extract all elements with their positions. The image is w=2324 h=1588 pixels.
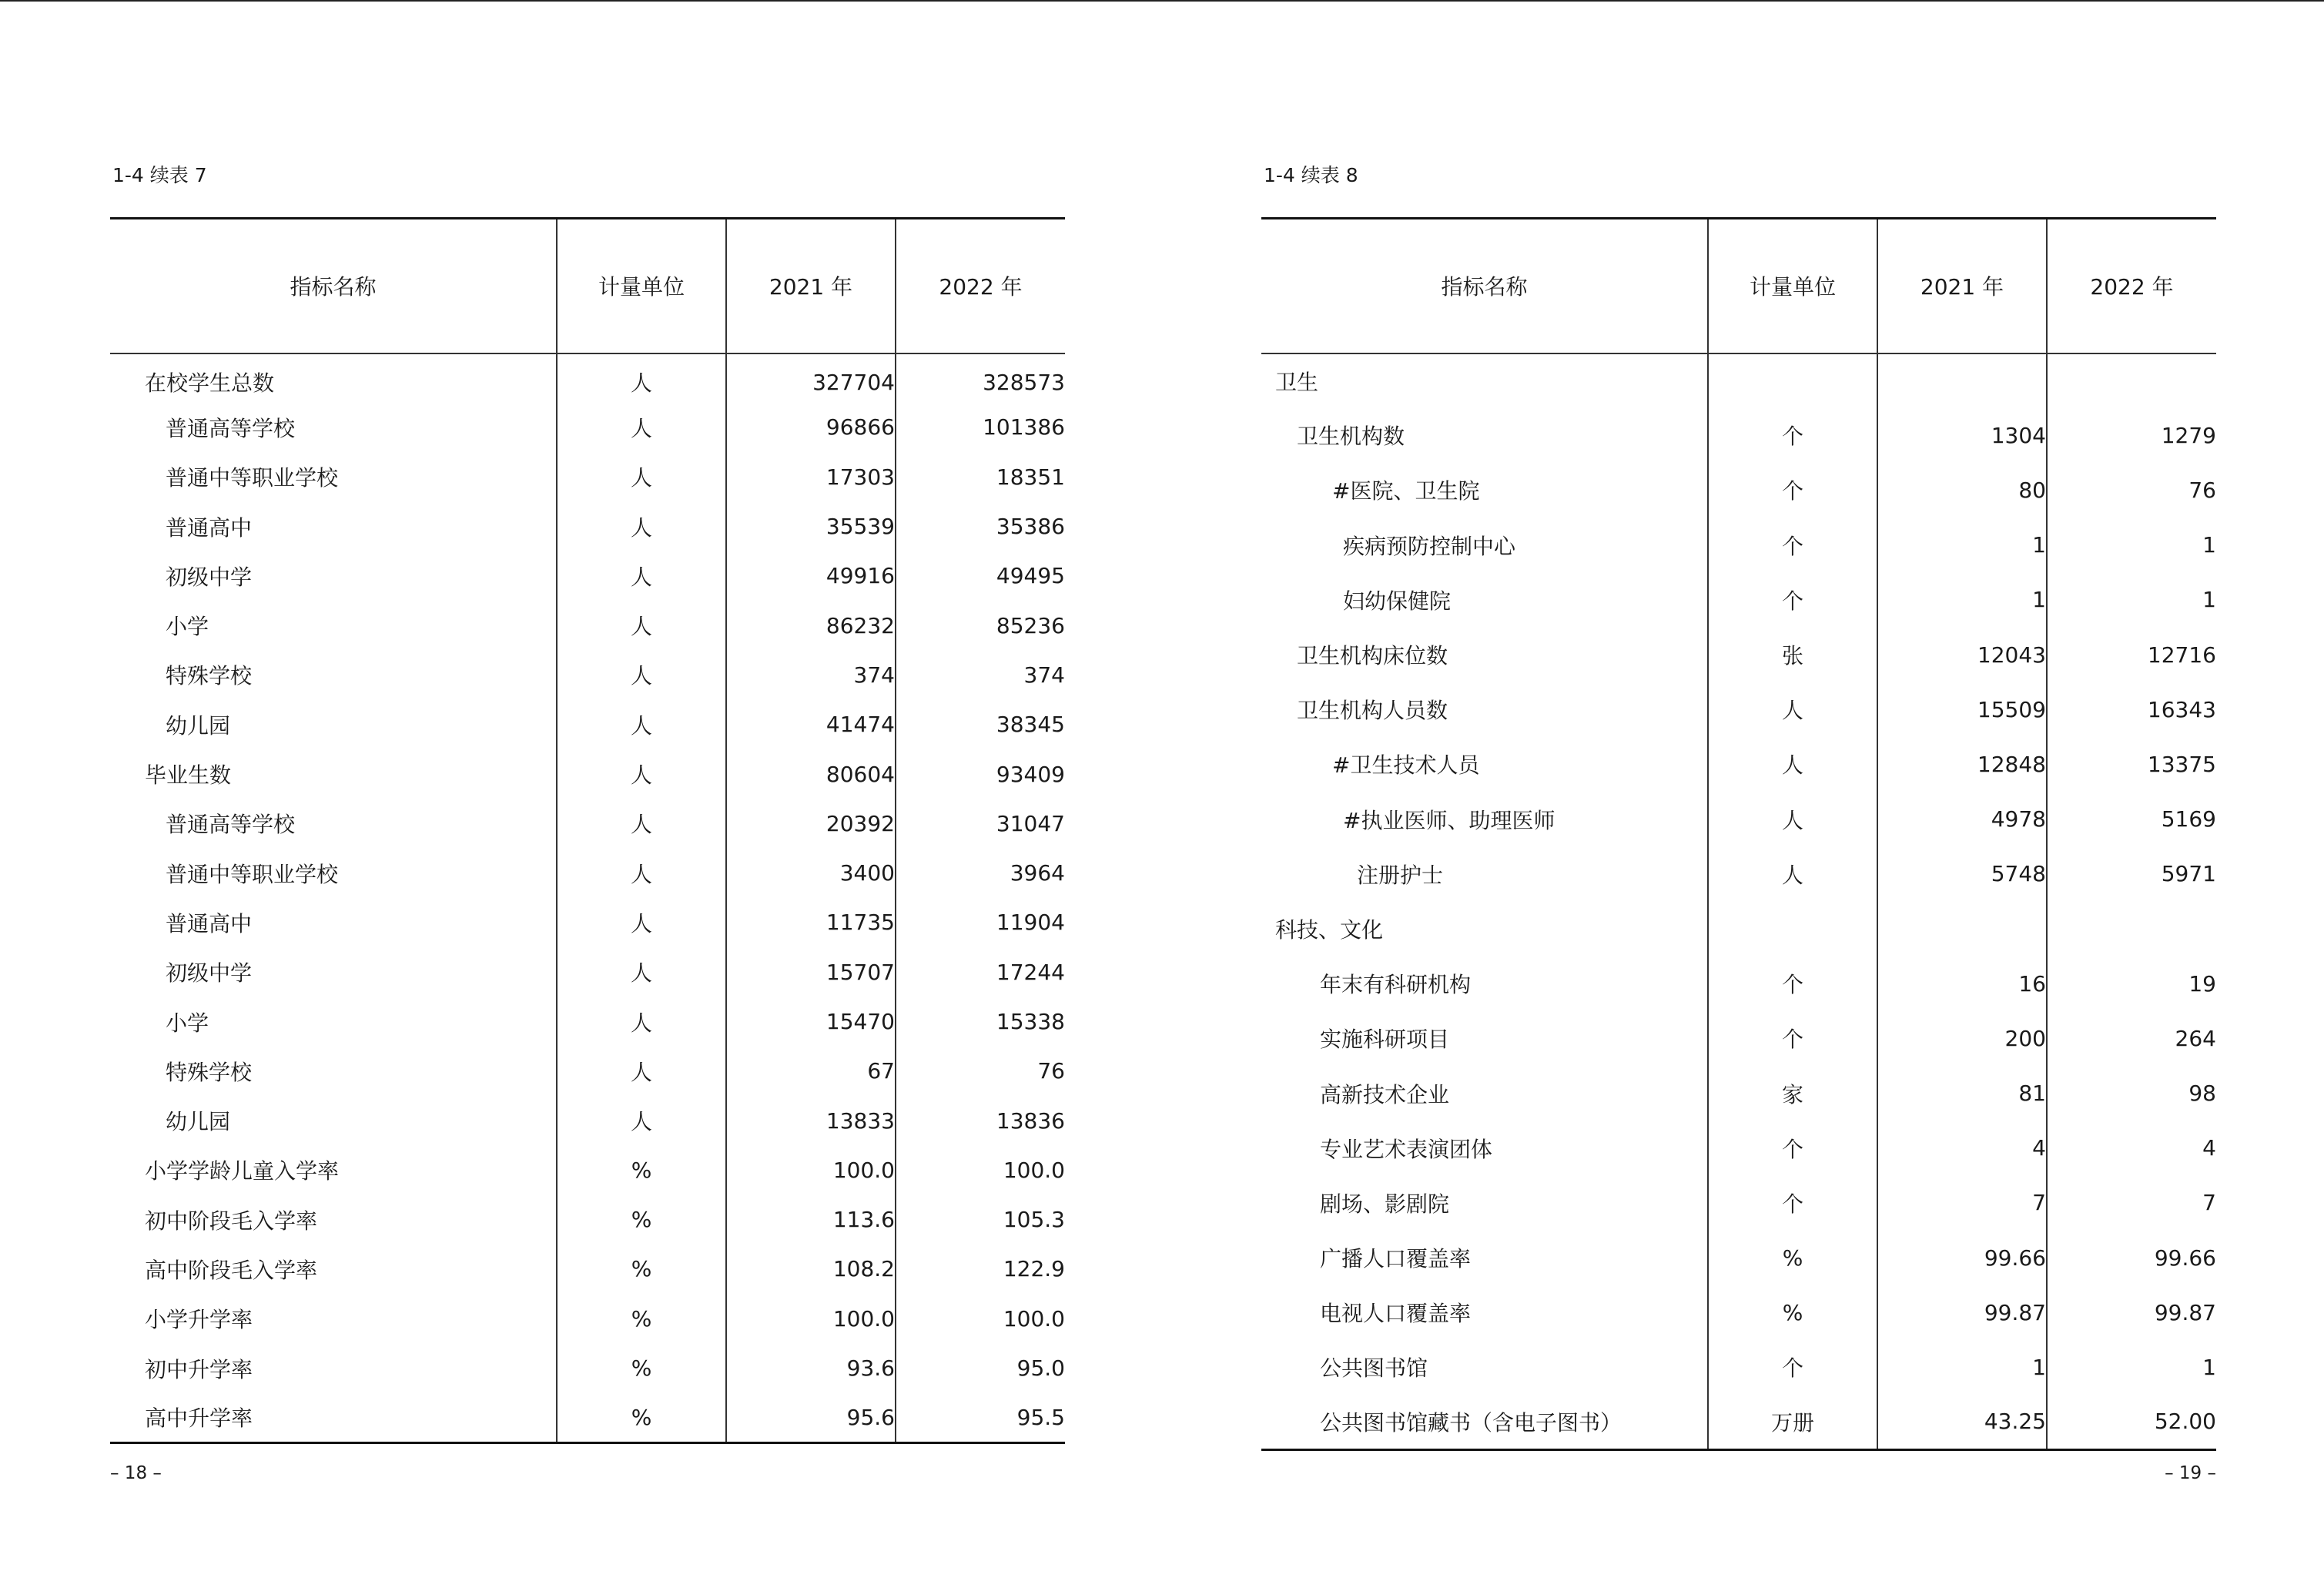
row-indicator-name: 卫生 — [1275, 369, 1319, 395]
table-row — [1261, 1011, 2216, 1066]
table-row — [110, 1145, 1065, 1194]
row-unit: 人 — [1708, 846, 1877, 901]
row-unit: 个 — [1708, 1175, 1877, 1230]
table-row — [1261, 408, 2216, 463]
row-value-2022: 95.5 — [896, 1393, 1065, 1442]
row-indicator-name: #执业医师、助理医师 — [1343, 807, 1555, 833]
row-value-2022: 12716 — [2047, 627, 2216, 682]
row-indicator-name: 科技、文化 — [1275, 916, 1384, 943]
header-year-2022: 2022 年 — [2047, 219, 2216, 353]
data-table — [1261, 217, 2216, 1451]
row-indicator-name: 注册护士 — [1357, 862, 1444, 888]
row-indicator-name: 普通高等学校 — [166, 812, 296, 838]
table-row — [1261, 627, 2216, 682]
table-row — [110, 898, 1065, 947]
row-unit: 人 — [1708, 792, 1877, 846]
row-value-2022: 17244 — [896, 947, 1065, 997]
row-value-2022: 1 — [2047, 518, 2216, 572]
table-row — [1261, 792, 2216, 846]
row-value-2022: 3964 — [896, 848, 1065, 897]
row-indicator-name: 特殊学校 — [166, 663, 253, 689]
table-caption: 1-4 续表 8 — [1264, 164, 1358, 186]
row-value-2021: 374 — [726, 650, 896, 699]
row-value-2022: 122.9 — [896, 1245, 1065, 1294]
row-unit — [1708, 901, 1877, 956]
table-row — [110, 799, 1065, 848]
row-value-2022: 31047 — [896, 799, 1065, 848]
row-value-2021: 7 — [1877, 1175, 2047, 1230]
row-indicator-name: 实施科研项目 — [1320, 1027, 1450, 1053]
row-value-2022: 100.0 — [896, 1294, 1065, 1343]
row-value-2021: 15509 — [1877, 682, 2047, 737]
table-row — [110, 1294, 1065, 1343]
row-unit: 家 — [1708, 1066, 1877, 1121]
row-value-2022: 99.87 — [2047, 1285, 2216, 1340]
row-value-2022: 95.0 — [896, 1343, 1065, 1392]
row-indicator-name: 小学升学率 — [145, 1307, 253, 1333]
row-value-2022: 5169 — [2047, 792, 2216, 846]
row-unit: 人 — [557, 551, 726, 601]
row-unit: 人 — [557, 848, 726, 897]
row-value-2022: 1279 — [2047, 408, 2216, 463]
left-page — [110, 0, 1065, 1588]
row-value-2021: 5748 — [1877, 846, 2047, 901]
row-indicator-name: 疾病预防控制中心 — [1343, 533, 1516, 559]
row-value-2021: 49916 — [726, 551, 896, 601]
row-value-2021: 327704 — [726, 353, 896, 403]
table-row — [110, 700, 1065, 749]
row-unit: % — [1708, 1285, 1877, 1340]
data-table — [110, 217, 1065, 1444]
row-unit: 人 — [1708, 737, 1877, 792]
row-unit: 人 — [557, 501, 726, 551]
row-indicator-name: #医院、卫生院 — [1332, 478, 1480, 504]
row-indicator-name: 卫生机构人员数 — [1297, 698, 1448, 724]
table-row — [110, 997, 1065, 1046]
row-value-2021: 93.6 — [726, 1343, 896, 1392]
row-value-2022: 13836 — [896, 1096, 1065, 1145]
table-row — [1261, 353, 2216, 408]
row-value-2021: 3400 — [726, 848, 896, 897]
table-row — [1261, 518, 2216, 572]
row-indicator-name: 普通中等职业学校 — [166, 465, 339, 491]
row-indicator-name: 在校学生总数 — [145, 370, 275, 397]
table-row — [1261, 682, 2216, 737]
header-row — [110, 219, 1065, 353]
row-indicator-name: #卫生技术人员 — [1332, 752, 1480, 779]
row-indicator-name: 广播人口覆盖率 — [1320, 1246, 1472, 1272]
header-year-2022: 2022 年 — [896, 219, 1065, 353]
row-value-2021: 81 — [1877, 1066, 2047, 1121]
row-unit: 人 — [557, 749, 726, 799]
row-value-2021: 200 — [1877, 1011, 2047, 1066]
row-indicator-name: 电视人口覆盖率 — [1320, 1301, 1472, 1327]
row-value-2022: 101386 — [896, 403, 1065, 452]
table-row — [1261, 846, 2216, 901]
row-value-2021: 4 — [1877, 1121, 2047, 1175]
row-value-2022: 5971 — [2047, 846, 2216, 901]
row-indicator-name: 幼儿园 — [166, 712, 231, 739]
row-unit: 个 — [1708, 463, 1877, 518]
table-row — [1261, 1066, 2216, 1121]
row-unit: 个 — [1708, 1340, 1877, 1395]
header-unit: 计量单位 — [557, 219, 726, 353]
row-value-2021: 1 — [1877, 572, 2047, 627]
row-value-2021: 67 — [726, 1047, 896, 1096]
table-row — [110, 1393, 1065, 1442]
row-value-2021: 80 — [1877, 463, 2047, 518]
row-unit: 人 — [557, 947, 726, 997]
row-unit: % — [557, 1294, 726, 1343]
row-indicator-name: 剧场、影剧院 — [1320, 1191, 1450, 1217]
row-indicator-name: 普通中等职业学校 — [166, 861, 339, 887]
row-unit: 人 — [557, 997, 726, 1046]
table-row — [110, 353, 1065, 403]
row-value-2021: 4978 — [1877, 792, 2047, 846]
row-indicator-name: 高中阶段毛入学率 — [145, 1257, 318, 1283]
header-indicator-name: 指标名称 — [110, 219, 557, 353]
row-value-2021 — [1877, 901, 2047, 956]
page-number: – 18 – — [110, 1463, 162, 1483]
table-row — [110, 452, 1065, 501]
row-value-2021: 12043 — [1877, 627, 2047, 682]
row-value-2021: 43.25 — [1877, 1395, 2047, 1449]
row-value-2022: 1 — [2047, 1340, 2216, 1395]
row-unit: 张 — [1708, 627, 1877, 682]
table-row — [110, 947, 1065, 997]
row-value-2022: 85236 — [896, 601, 1065, 650]
row-value-2021: 1 — [1877, 1340, 2047, 1395]
row-value-2022: 100.0 — [896, 1145, 1065, 1194]
row-unit: 万册 — [1708, 1395, 1877, 1449]
page-number: – 19 – — [2165, 1463, 2216, 1483]
right-page — [1261, 0, 2216, 1588]
table-row — [110, 650, 1065, 699]
row-indicator-name: 公共图书馆藏书（含电子图书） — [1320, 1409, 1622, 1436]
row-unit: 人 — [557, 1047, 726, 1096]
row-unit: 人 — [557, 452, 726, 501]
row-value-2022: 98 — [2047, 1066, 2216, 1121]
row-unit: % — [557, 1245, 726, 1294]
table-row — [110, 1343, 1065, 1392]
row-value-2021: 1304 — [1877, 408, 2047, 463]
row-value-2021: 100.0 — [726, 1294, 896, 1343]
row-value-2022: 19 — [2047, 956, 2216, 1011]
row-indicator-name: 专业艺术表演团体 — [1320, 1136, 1493, 1162]
row-unit: 人 — [557, 650, 726, 699]
row-indicator-name: 初级中学 — [166, 564, 253, 590]
header-year-2021: 2021 年 — [1877, 219, 2047, 353]
table-row — [1261, 737, 2216, 792]
row-unit: 个 — [1708, 1121, 1877, 1175]
table-row — [1261, 1121, 2216, 1175]
row-value-2021: 99.87 — [1877, 1285, 2047, 1340]
table-row — [110, 601, 1065, 650]
row-value-2022: 13375 — [2047, 737, 2216, 792]
row-indicator-name: 初中阶段毛入学率 — [145, 1208, 318, 1234]
row-unit: 个 — [1708, 518, 1877, 572]
row-value-2021: 95.6 — [726, 1393, 896, 1442]
row-value-2022: 264 — [2047, 1011, 2216, 1066]
table-row — [1261, 572, 2216, 627]
row-value-2022: 93409 — [896, 749, 1065, 799]
table-row — [110, 1047, 1065, 1096]
row-value-2022: 18351 — [896, 452, 1065, 501]
row-indicator-name: 卫生机构床位数 — [1297, 643, 1448, 669]
row-value-2022: 99.66 — [2047, 1231, 2216, 1285]
row-indicator-name: 普通高等学校 — [166, 415, 296, 441]
row-value-2021: 99.66 — [1877, 1231, 2047, 1285]
row-value-2022: 38345 — [896, 700, 1065, 749]
row-value-2021: 41474 — [726, 700, 896, 749]
row-unit: 人 — [557, 601, 726, 650]
row-unit: 人 — [1708, 682, 1877, 737]
table-row — [110, 848, 1065, 897]
header-unit: 计量单位 — [1708, 219, 1877, 353]
row-unit: 个 — [1708, 956, 1877, 1011]
row-value-2022: 16343 — [2047, 682, 2216, 737]
table-caption: 1-4 续表 7 — [112, 164, 207, 186]
header-row — [1261, 219, 2216, 353]
row-value-2022: 1 — [2047, 572, 2216, 627]
row-indicator-name: 普通高中 — [166, 514, 253, 541]
row-value-2022: 105.3 — [896, 1195, 1065, 1245]
row-value-2021: 20392 — [726, 799, 896, 848]
row-value-2022: 4 — [2047, 1121, 2216, 1175]
header-indicator-name: 指标名称 — [1261, 219, 1708, 353]
row-unit: 人 — [557, 353, 726, 403]
row-value-2022: 76 — [896, 1047, 1065, 1096]
row-unit: 人 — [557, 700, 726, 749]
row-value-2022 — [2047, 901, 2216, 956]
row-indicator-name: 普通高中 — [166, 910, 253, 936]
row-value-2021: 15707 — [726, 947, 896, 997]
row-value-2022 — [2047, 353, 2216, 408]
table-row — [1261, 1340, 2216, 1395]
row-indicator-name: 幼儿园 — [166, 1109, 231, 1135]
row-unit: 个 — [1708, 572, 1877, 627]
table-row — [110, 501, 1065, 551]
row-value-2021: 35539 — [726, 501, 896, 551]
row-value-2021: 15470 — [726, 997, 896, 1046]
row-unit: 人 — [557, 799, 726, 848]
row-indicator-name: 年末有科研机构 — [1320, 972, 1472, 998]
row-unit: 人 — [557, 403, 726, 452]
table-row — [110, 1245, 1065, 1294]
row-value-2022: 374 — [896, 650, 1065, 699]
table-row — [110, 749, 1065, 799]
row-indicator-name: 高中升学率 — [145, 1405, 253, 1432]
table-row — [1261, 956, 2216, 1011]
row-unit — [1708, 353, 1877, 408]
row-indicator-name: 小学 — [166, 1010, 209, 1036]
row-value-2022: 7 — [2047, 1175, 2216, 1230]
row-indicator-name: 特殊学校 — [166, 1059, 253, 1085]
row-value-2021 — [1877, 353, 2047, 408]
row-value-2022: 11904 — [896, 898, 1065, 947]
table-row — [1261, 1285, 2216, 1340]
table-row — [1261, 1175, 2216, 1230]
row-value-2021: 13833 — [726, 1096, 896, 1145]
row-unit: 个 — [1708, 1011, 1877, 1066]
row-indicator-name: 初中升学率 — [145, 1356, 253, 1382]
row-value-2021: 11735 — [726, 898, 896, 947]
row-value-2021: 113.6 — [726, 1195, 896, 1245]
row-value-2022: 49495 — [896, 551, 1065, 601]
row-indicator-name: 毕业生数 — [145, 762, 232, 789]
row-value-2022: 328573 — [896, 353, 1065, 403]
row-value-2021: 80604 — [726, 749, 896, 799]
row-unit: % — [557, 1343, 726, 1392]
table-row — [110, 551, 1065, 601]
row-indicator-name: 卫生机构数 — [1297, 424, 1405, 450]
row-indicator-name: 公共图书馆 — [1320, 1355, 1428, 1382]
row-indicator-name: 小学 — [166, 614, 209, 640]
row-unit: % — [557, 1393, 726, 1442]
table-row — [1261, 463, 2216, 518]
row-unit: 人 — [557, 1096, 726, 1145]
row-unit: % — [557, 1145, 726, 1194]
row-value-2022: 15338 — [896, 997, 1065, 1046]
row-value-2021: 17303 — [726, 452, 896, 501]
row-unit: % — [1708, 1231, 1877, 1285]
table-row — [1261, 901, 2216, 956]
row-value-2022: 52.00 — [2047, 1395, 2216, 1449]
row-value-2021: 100.0 — [726, 1145, 896, 1194]
row-unit: % — [557, 1195, 726, 1245]
row-value-2022: 76 — [2047, 463, 2216, 518]
row-indicator-name: 妇幼保健院 — [1343, 588, 1452, 614]
table-row — [1261, 1395, 2216, 1449]
row-unit: 人 — [557, 898, 726, 947]
row-value-2021: 108.2 — [726, 1245, 896, 1294]
table-row — [110, 403, 1065, 452]
table-row — [1261, 1231, 2216, 1285]
table-row — [110, 1195, 1065, 1245]
header-year-2021: 2021 年 — [726, 219, 896, 353]
row-indicator-name: 高新技术企业 — [1320, 1081, 1450, 1107]
row-unit: 个 — [1708, 408, 1877, 463]
row-value-2021: 12848 — [1877, 737, 2047, 792]
row-value-2021: 1 — [1877, 518, 2047, 572]
table-row — [110, 1096, 1065, 1145]
row-value-2021: 86232 — [726, 601, 896, 650]
row-value-2021: 96866 — [726, 403, 896, 452]
row-indicator-name: 初级中学 — [166, 960, 253, 987]
row-value-2021: 16 — [1877, 956, 2047, 1011]
row-value-2022: 35386 — [896, 501, 1065, 551]
row-indicator-name: 小学学龄儿童入学率 — [145, 1158, 340, 1184]
